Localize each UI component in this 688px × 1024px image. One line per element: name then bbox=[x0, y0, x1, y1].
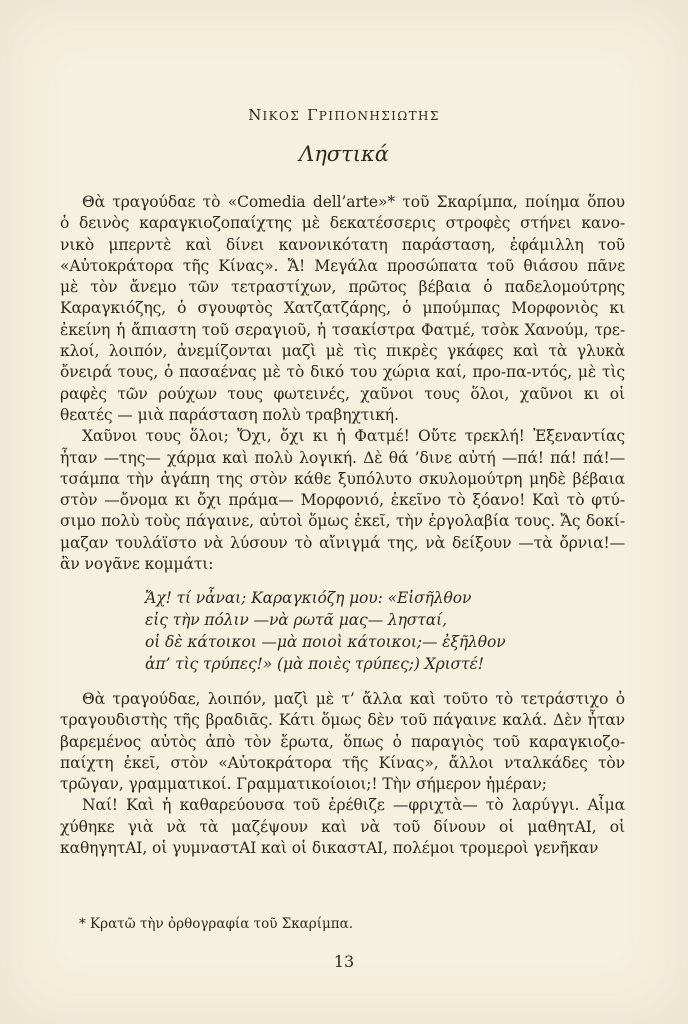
text-line: οἱ δὲ κάτοικοι —μὰ ποιοὶ κάτοικοι;— ἐξῆλθον bbox=[145, 633, 506, 652]
author-last-name-initial: Γ bbox=[307, 106, 319, 124]
text-line: ραφὲς τῶν ρούχων τους φωτεινές, χαῦνοι τους ὅλοι, χαῦνοι κι οἱ bbox=[60, 384, 625, 403]
text-line: τρῶγαν, γραμματικοί. Γραμματικοίοιοι;! Τὴν σήμερον ἡμέραν; bbox=[60, 775, 547, 794]
text-line: Θὰ τραγούδαε τὸ «Comedia dell’arte»* τοῦ Σκαρίμπα, ποίημα ὅπου bbox=[82, 193, 625, 211]
verse-block bbox=[145, 588, 625, 676]
author-last-name-rest: ΡΙΠΟΝΗΣΙΩΤΗΣ bbox=[318, 109, 440, 123]
text-line: τραγουδιστὴς τῆς βραδιᾶς. Κάτι ὅμως δὲν τοῦ πάγαινε καλά. Δὲν ἦταν bbox=[60, 711, 625, 730]
prose-paragraph bbox=[60, 689, 625, 795]
text-line: σιμο πολὺ τοὺς πάγαινε, αὐτοὶ ὅμως ἐκεῖ, τὴν ἐργολαβία τους. Ἄς δοκί- bbox=[60, 512, 625, 531]
author-first-name-initial: Ν bbox=[248, 106, 263, 124]
text-line: χύθηκε γιὰ νὰ τὰ μαζέψουν καὶ νὰ τοῦ δίνουν οἱ μαθητΑΙ, οἱ bbox=[60, 817, 625, 836]
prose-paragraph bbox=[60, 192, 625, 426]
text-line: παίχτη ἐκεῖ, στὸν «Αὐτοκράτορα τῆς Κίνας», ἄλλοι νταλκάδες τὸν bbox=[60, 753, 625, 772]
text-line: βαρεμένος αὐτὸς ἀπὸ τὸν ἔρωτα, ὅπως ὁ παραγιὸς τοῦ καραγκιοζο- bbox=[60, 732, 625, 751]
text-line: Θὰ τραγούδαε, λοιπόν, μαζὶ μὲ τ’ ἄλλα καὶ τοῦτο τὸ τετράστιχο ὁ bbox=[82, 689, 625, 708]
text-line: κλοί, λοιπόν, ἀνεμίζονται μαζὶ μὲ τὶς πικρὲς γκάφες καὶ τὰ γλυκὰ bbox=[60, 342, 625, 361]
text-line: ὄνειρά τους, ὁ πασαένας μὲ τὸ δικό του χώρια καί, προ-πα-ντός, μὲ τὶς bbox=[60, 363, 625, 382]
text-line: Ναί! Καὶ ἡ καθαρεύουσα τοῦ ἐρέθιζε —φριχτὰ— τὸ λαρύγγι. Αἷμα bbox=[82, 796, 625, 815]
text-line: «Αὐτοκράτορα τῆς Κίνας». Ἄ! Μεγάλα προσώπατα τοῦ θιάσου πᾶνε bbox=[60, 256, 625, 275]
body-text bbox=[60, 192, 625, 859]
text-line: νικὸ μπερντὲ καὶ δίνει κανονικότατη παράσταση, ἐφάμιλλη τοῦ bbox=[60, 235, 625, 254]
page-number: 13 bbox=[333, 952, 355, 971]
text-line: ἦταν —της— χάρμα καὶ πολὺ λογική. Δὲ θά ’δινε αὐτή —πά! πά! πά!— bbox=[60, 448, 625, 467]
text-line: ὁ δεινὸς καραγκιοζοπαίχτης μὲ δεκατέσσερις στροφὲς στήνει κανο- bbox=[60, 214, 625, 233]
text-line: Χαῦνοι τους ὅλοι; Ὄχι, ὄχι κι ἡ Φατμέ! Οὔτε τρεκλή! Ἐξεναντίας bbox=[82, 427, 625, 446]
text-line: Ἄχ! τί νἆναι; Καραγκιόζη μου: «Εἰσῆλθον bbox=[145, 589, 472, 608]
text-line: ἐκείνη ἡ ἄπιαστη τοῦ σεραγιοῦ, ἡ τσακίστρα Φατμέ, τσὸκ Χανούμ, τρε- bbox=[60, 320, 625, 339]
text-line: μὲ τὸν ἄνεμο τῶν τετραστίχων, πρῶτος βέβαια ὁ παδελομούτρης bbox=[60, 278, 625, 297]
author-heading bbox=[0, 106, 688, 124]
text-line: Καραγκιόζης, ὁ σγουφτὸς Χατζατζάρης, ὁ μπούμπας Μορφονιὸς κι bbox=[60, 299, 625, 318]
text-line: καθηγητΑΙ, οἱ γυμναστΑΙ καὶ οἱ δικαστΑΙ, πολέμοι τρομεροὶ γενῆκαν bbox=[60, 839, 599, 858]
footnote: * Κρατῶ τὴν ὀρθογραφία τοῦ Σκαρίμπα. bbox=[79, 916, 354, 932]
text-line: τσάμπα τὴν ἀγάπη της στὸν κάθε ξυπόλυτο σκυλομούτρη μηδὲ βέβαια bbox=[60, 469, 625, 488]
prose-paragraph bbox=[60, 426, 625, 575]
text-line: στὸν —ὄνομα κι ὄχι πράμα— Μορφονιό, ἐκεῖνο τὸ ξόανο! Καὶ τὸ φτύ- bbox=[60, 491, 625, 510]
author-first-name-rest: ΙΚΟΣ bbox=[262, 109, 301, 123]
text-line: εἰς τὴν πόλιν —νὰ ρωτᾶ μας— λησταί, bbox=[145, 611, 447, 630]
poem-title: Ληστικά bbox=[299, 142, 389, 166]
text-line: ἀπ’ τὶς τρύπες!» (μὰ ποιὲς τρύπες;) Χριστέ! bbox=[145, 655, 484, 674]
text-line: θεατές — μιὰ παράσταση πολὺ τραβηχτική. bbox=[60, 405, 399, 424]
text-line: μαζαν τουλάϊστο νὰ λύσουν τὸ αἴνιγμά της, νὰ δείξουν —τὰ ὄρνια!— bbox=[60, 533, 625, 552]
prose-paragraph bbox=[60, 795, 625, 859]
text-line: ἂν νογᾶνε κομμάτι: bbox=[60, 555, 214, 574]
